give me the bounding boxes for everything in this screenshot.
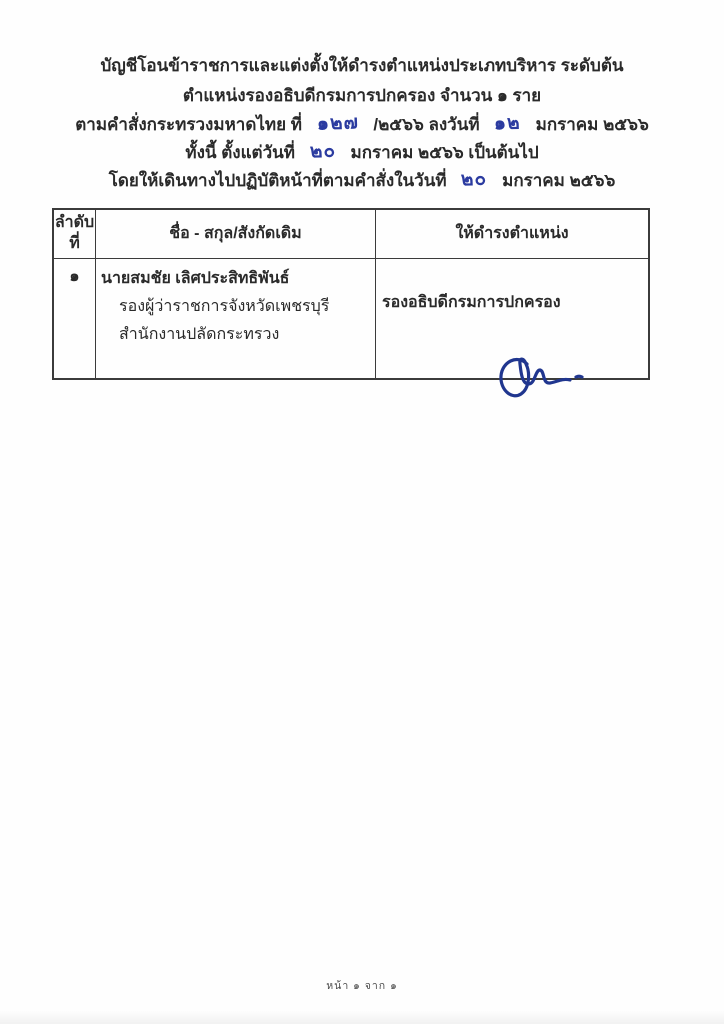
row-number: ๑ xyxy=(54,259,96,380)
handwritten-order-number: ๑๒๗ xyxy=(316,112,359,135)
table-header-position: ให้ดำรงตำแหน่ง xyxy=(455,224,569,242)
signature-scribble xyxy=(495,351,595,407)
person-former-office: สำนักงานปลัดกระทรวง xyxy=(119,326,280,343)
person-former-position: รองผู้ว่าราชการจังหวัดเพชรบุรี xyxy=(119,298,330,315)
row-new-position: รองอธิบดีกรมการปกครอง xyxy=(382,294,561,311)
order-line xyxy=(0,112,724,138)
handwritten-order-date: ๑๒ xyxy=(493,112,522,135)
scan-edge-shading xyxy=(0,1010,724,1024)
table-header-row xyxy=(54,210,648,259)
travel-line xyxy=(0,168,724,194)
table-header-name: ชื่อ - สกุล/สังกัดเดิม xyxy=(96,210,376,258)
table-header-no-line2: ที่ xyxy=(69,235,80,252)
table-header-no xyxy=(54,210,96,258)
travel-line-suffix: มกราคม ๒๕๖๖ xyxy=(502,171,616,190)
order-line-middle: /๒๕๖๖ ลงวันที่ xyxy=(373,115,480,134)
order-line-suffix: มกราคม ๒๕๖๖ xyxy=(535,115,649,134)
page-number: หน้า ๑ จาก ๑ xyxy=(326,980,398,992)
handwritten-effective-date: ๒๐ xyxy=(309,140,337,163)
title-line-1: บัญชีโอนข้าราชการและแต่งตั้งให้ดำรงตำแหน่งประเภทบริหาร ระดับต้น xyxy=(100,56,624,75)
row-name-cell xyxy=(96,259,376,380)
travel-line-prefix: โดยให้เดินทางไปปฏิบัติหน้าที่ตามคำสั่งในวันที่ xyxy=(108,171,447,190)
handwritten-travel-date: ๒๐ xyxy=(460,168,488,191)
title-line-2: ตำแหน่งรองอธิบดีกรมการปกครอง จำนวน ๑ ราย xyxy=(182,86,542,105)
table-header-no-line1: ลำดับ xyxy=(54,214,95,232)
order-line-prefix: ตามคำสั่งกระทรวงมหาดไทย ที่ xyxy=(75,115,303,134)
effective-line xyxy=(0,140,724,166)
effective-line-suffix: มกราคม ๒๕๖๖ เป็นต้นไป xyxy=(350,143,539,162)
effective-line-prefix: ทั้งนี้ ตั้งแต่วันที่ xyxy=(185,143,295,162)
person-name: นายสมชัย เลิศประสิทธิพันธ์ xyxy=(101,270,290,287)
